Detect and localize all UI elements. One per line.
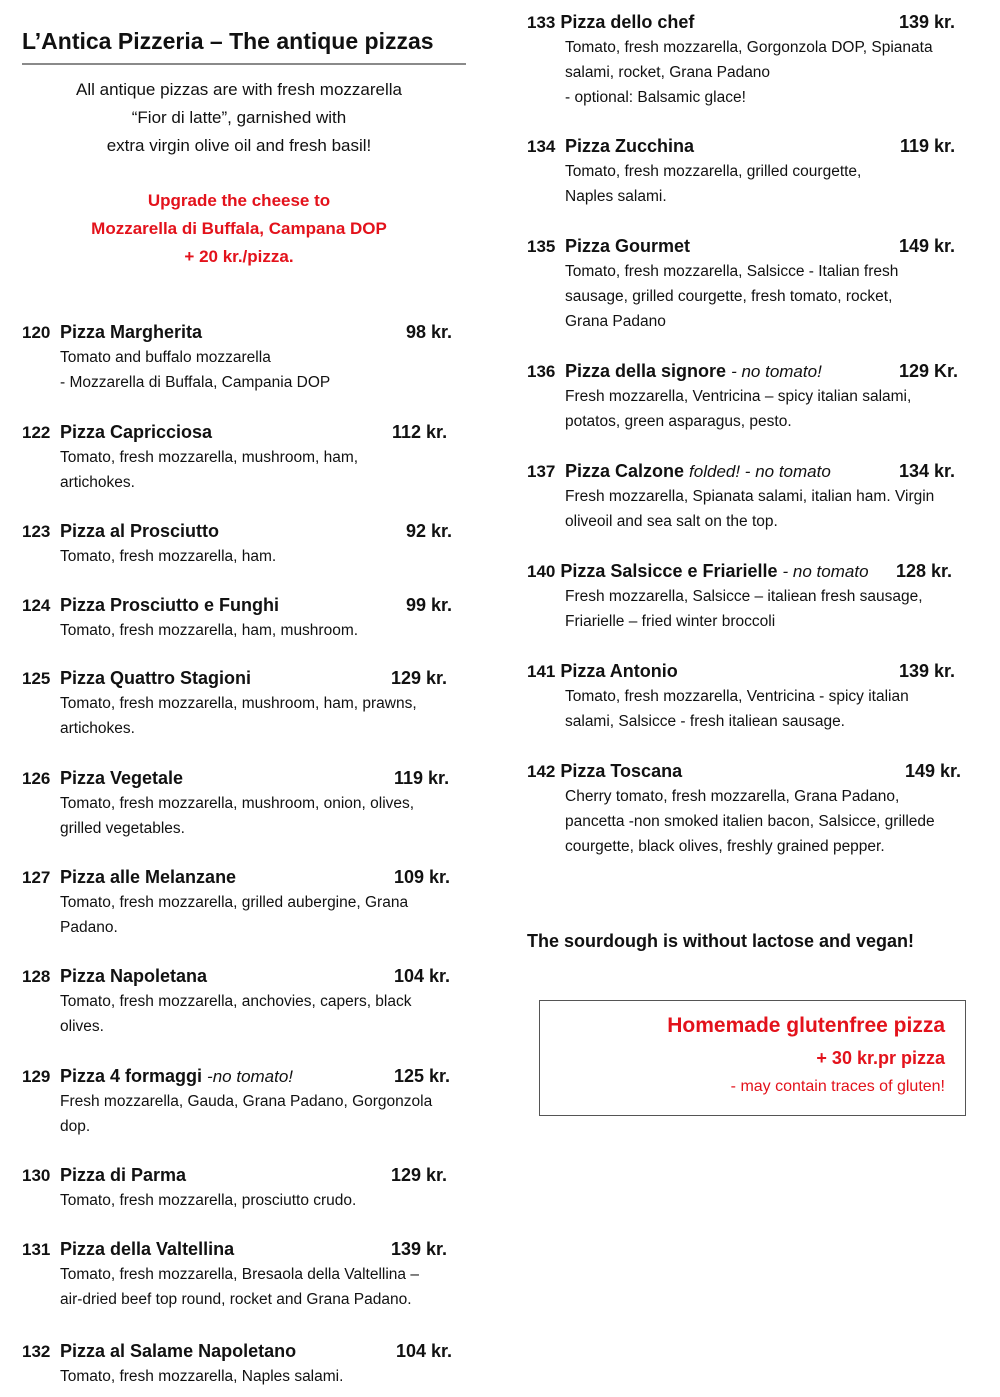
item-description: Tomato, fresh mozzarella, grilled courgette,: [565, 163, 862, 180]
item-description: Naples salami.: [565, 188, 667, 205]
item-description: Tomato, fresh mozzarella, mushroom, ham, prawns,: [60, 695, 417, 712]
glutenfree-box: [539, 1000, 966, 1116]
upgrade-line: Upgrade the cheese to: [147, 191, 331, 210]
item-price: 119 kr.: [394, 768, 450, 788]
item-price: 134 kr.: [899, 461, 956, 481]
menu-item: [22, 665, 458, 741]
item-note: - no tomato: [782, 562, 869, 581]
item-number: 135: [527, 237, 556, 256]
item-number: 120: [22, 323, 51, 342]
item-description: Tomato, fresh mozzarella, prosciutto crudo.: [60, 1192, 357, 1209]
item-description: Cherry tomato, fresh mozzarella, Grana Padano,: [565, 788, 900, 805]
item-description: Tomato, fresh mozzarella, mushroom, ham,: [60, 449, 359, 466]
item-price: 98 kr.: [406, 322, 453, 342]
menu-item: [22, 518, 458, 569]
item-price: 149 kr.: [905, 761, 962, 781]
item-description: courgette, black olives, freshly grained pepper.: [565, 838, 885, 855]
item-description: Tomato, fresh mozzarella, mushroom, onion, olives,: [60, 795, 415, 812]
item-name: Pizza 4 formaggi: [60, 1066, 203, 1086]
sourdough-note: The sourdough is without lactose and vegan!: [527, 931, 915, 951]
item-description: oliveoil and sea salt on the top.: [565, 513, 778, 530]
item-price: 128 kr.: [896, 561, 953, 581]
menu-item: [527, 558, 967, 634]
upgrade-line: + 20 kr./pizza.: [184, 247, 294, 266]
menu-item: [22, 592, 458, 643]
item-price: 119 kr.: [900, 136, 956, 156]
item-name: Pizza dello chef: [560, 12, 695, 32]
menu-item: [527, 9, 967, 110]
item-number: 137: [527, 462, 556, 481]
item-price: 129 Kr.: [899, 361, 959, 381]
item-description: Grana Padano: [565, 313, 666, 330]
item-note: folded! - no tomato: [689, 462, 831, 481]
glutenfree-note: - may contain traces of gluten!: [730, 1078, 945, 1095]
menu-item: [22, 864, 458, 940]
menu-item: [22, 963, 458, 1039]
upgrade-line: Mozzarella di Buffala, Campana DOP: [91, 219, 387, 238]
item-name: Pizza della signore: [565, 361, 727, 381]
item-price: 139 kr.: [899, 661, 956, 681]
item-note: - no tomato!: [731, 362, 822, 381]
intro-line: extra virgin olive oil and fresh basil!: [106, 136, 372, 155]
item-description: Tomato, fresh mozzarella, Ventricina - spicy italian: [565, 688, 909, 705]
item-number: 129: [22, 1067, 51, 1086]
item-number: 136: [527, 362, 556, 381]
item-price: 129 kr.: [391, 668, 448, 688]
menu-item: [527, 458, 967, 534]
item-name: Pizza di Parma: [60, 1165, 187, 1185]
item-number: 128: [22, 967, 51, 986]
item-description: salami, Salsicce - fresh italiean sausage.: [565, 713, 845, 730]
item-number: 133: [527, 13, 556, 32]
item-price: 149 kr.: [899, 236, 956, 256]
item-number: 125: [22, 669, 51, 688]
item-price: 99 kr.: [406, 595, 453, 615]
item-description: Friarielle – fried winter broccoli: [565, 613, 776, 630]
item-price: 112 kr.: [392, 422, 448, 442]
item-description: salami, rocket, Grana Padano: [565, 64, 771, 81]
item-price: 109 kr.: [394, 867, 451, 887]
item-name: Pizza Margherita: [60, 322, 203, 342]
menu-item: [22, 1338, 458, 1389]
item-name: Pizza al Salame Napoletano: [60, 1341, 297, 1361]
item-description: Fresh mozzarella, Spianata salami, italian ham. Virgin: [565, 488, 935, 505]
item-price: 139 kr.: [391, 1239, 448, 1259]
item-name: Pizza Calzone: [565, 461, 685, 481]
cheese-upgrade-notice: [22, 187, 456, 271]
item-description: artichokes.: [60, 720, 135, 737]
item-description: grilled vegetables.: [60, 820, 185, 837]
item-number: 122: [22, 423, 51, 442]
menu-item: [527, 758, 967, 859]
intro-text: [22, 76, 456, 160]
item-description: sausage, grilled courgette, fresh tomato, rocket,: [565, 288, 893, 305]
item-name: Pizza Gourmet: [565, 236, 691, 256]
menu-item: [527, 233, 967, 334]
item-number: 124: [22, 596, 51, 615]
item-description: dop.: [60, 1118, 91, 1135]
item-number: 132: [22, 1342, 51, 1361]
item-description: Tomato, fresh mozzarella, ham, mushroom.: [60, 622, 359, 639]
item-name: Pizza Capricciosa: [60, 422, 213, 442]
item-name: Pizza della Valtellina: [60, 1239, 235, 1259]
item-number: 123: [22, 522, 51, 541]
item-description: pancetta -non smoked italien bacon, Salsicce, grillede: [565, 813, 935, 830]
item-number: 140: [527, 562, 556, 581]
item-description: - optional: Balsamic glace!: [565, 89, 746, 106]
item-number: 142: [527, 762, 556, 781]
item-description: artichokes.: [60, 474, 135, 491]
item-number: 134: [527, 137, 556, 156]
item-name: Pizza Salsicce e Friarielle: [560, 561, 778, 581]
item-name: Pizza Toscana: [560, 761, 683, 781]
menu-item: [527, 133, 967, 209]
menu-item: [22, 1162, 458, 1213]
item-price: 104 kr.: [394, 966, 451, 986]
item-description: olives.: [60, 1018, 104, 1035]
item-number: 131: [22, 1240, 51, 1259]
item-price: 92 kr.: [406, 521, 453, 541]
glutenfree-title: Homemade glutenfree pizza: [667, 1014, 945, 1037]
item-name: Pizza Antonio: [560, 661, 678, 681]
menu-item: [22, 319, 458, 395]
item-number: 130: [22, 1166, 51, 1185]
item-description: Tomato, fresh mozzarella, grilled aubergine, Grana: [60, 894, 409, 911]
item-name: Pizza Prosciutto e Funghi: [60, 595, 280, 615]
item-description: Tomato, fresh mozzarella, Naples salami.: [60, 1368, 344, 1385]
item-description: air-dried beef top round, rocket and Grana Padano.: [60, 1291, 412, 1308]
item-number: 141: [527, 662, 556, 681]
item-number: 126: [22, 769, 51, 788]
page-title: L’Antica Pizzeria – The antique pizzas: [22, 25, 466, 65]
intro-line: “Fior di latte”, garnished with: [131, 108, 347, 127]
item-name: Pizza Vegetale: [60, 768, 184, 788]
glutenfree-price: + 30 kr.pr pizza: [816, 1048, 945, 1068]
menu-item: [527, 358, 967, 434]
item-description: Tomato and buffalo mozzarella: [60, 349, 271, 366]
item-description: Tomato, fresh mozzarella, Salsicce - Italian fresh: [565, 263, 899, 280]
menu-item: [22, 1236, 458, 1312]
menu-item: [22, 1063, 458, 1139]
menu-item: [527, 658, 967, 734]
item-description: Tomato, fresh mozzarella, Bresaola della Valtellina –: [60, 1266, 419, 1283]
item-note: -no tomato!: [207, 1067, 294, 1086]
item-description: Fresh mozzarella, Ventricina – spicy italian salami,: [565, 388, 912, 405]
item-price: 125 kr.: [394, 1066, 451, 1086]
item-description: potatos, green asparagus, pesto.: [565, 413, 792, 430]
item-description: Fresh mozzarella, Gauda, Grana Padano, Gorgonzola: [60, 1093, 433, 1110]
item-name: Pizza Napoletana: [60, 966, 208, 986]
menu-item: [22, 765, 458, 841]
item-description: Tomato, fresh mozzarella, anchovies, capers, black: [60, 993, 412, 1010]
item-price: 139 kr.: [899, 12, 956, 32]
item-price: 104 kr.: [396, 1341, 453, 1361]
item-name: Pizza Quattro Stagioni: [60, 668, 252, 688]
item-description: - Mozzarella di Buffala, Campania DOP: [60, 374, 331, 391]
item-description: Padano.: [60, 919, 118, 936]
item-description: Fresh mozzarella, Salsicce – italiean fresh sausage,: [565, 588, 923, 605]
item-description: Tomato, fresh mozzarella, Gorgonzola DOP, Spianata: [565, 39, 933, 56]
item-name: Pizza alle Melanzane: [60, 867, 237, 887]
item-name: Pizza al Prosciutto: [60, 521, 220, 541]
item-price: 129 kr.: [391, 1165, 448, 1185]
menu-item: [22, 419, 458, 495]
item-number: 127: [22, 868, 51, 887]
intro-line: All antique pizzas are with fresh mozzarella: [76, 80, 402, 99]
item-description: Tomato, fresh mozzarella, ham.: [60, 548, 277, 565]
item-name: Pizza Zucchina: [565, 136, 695, 156]
